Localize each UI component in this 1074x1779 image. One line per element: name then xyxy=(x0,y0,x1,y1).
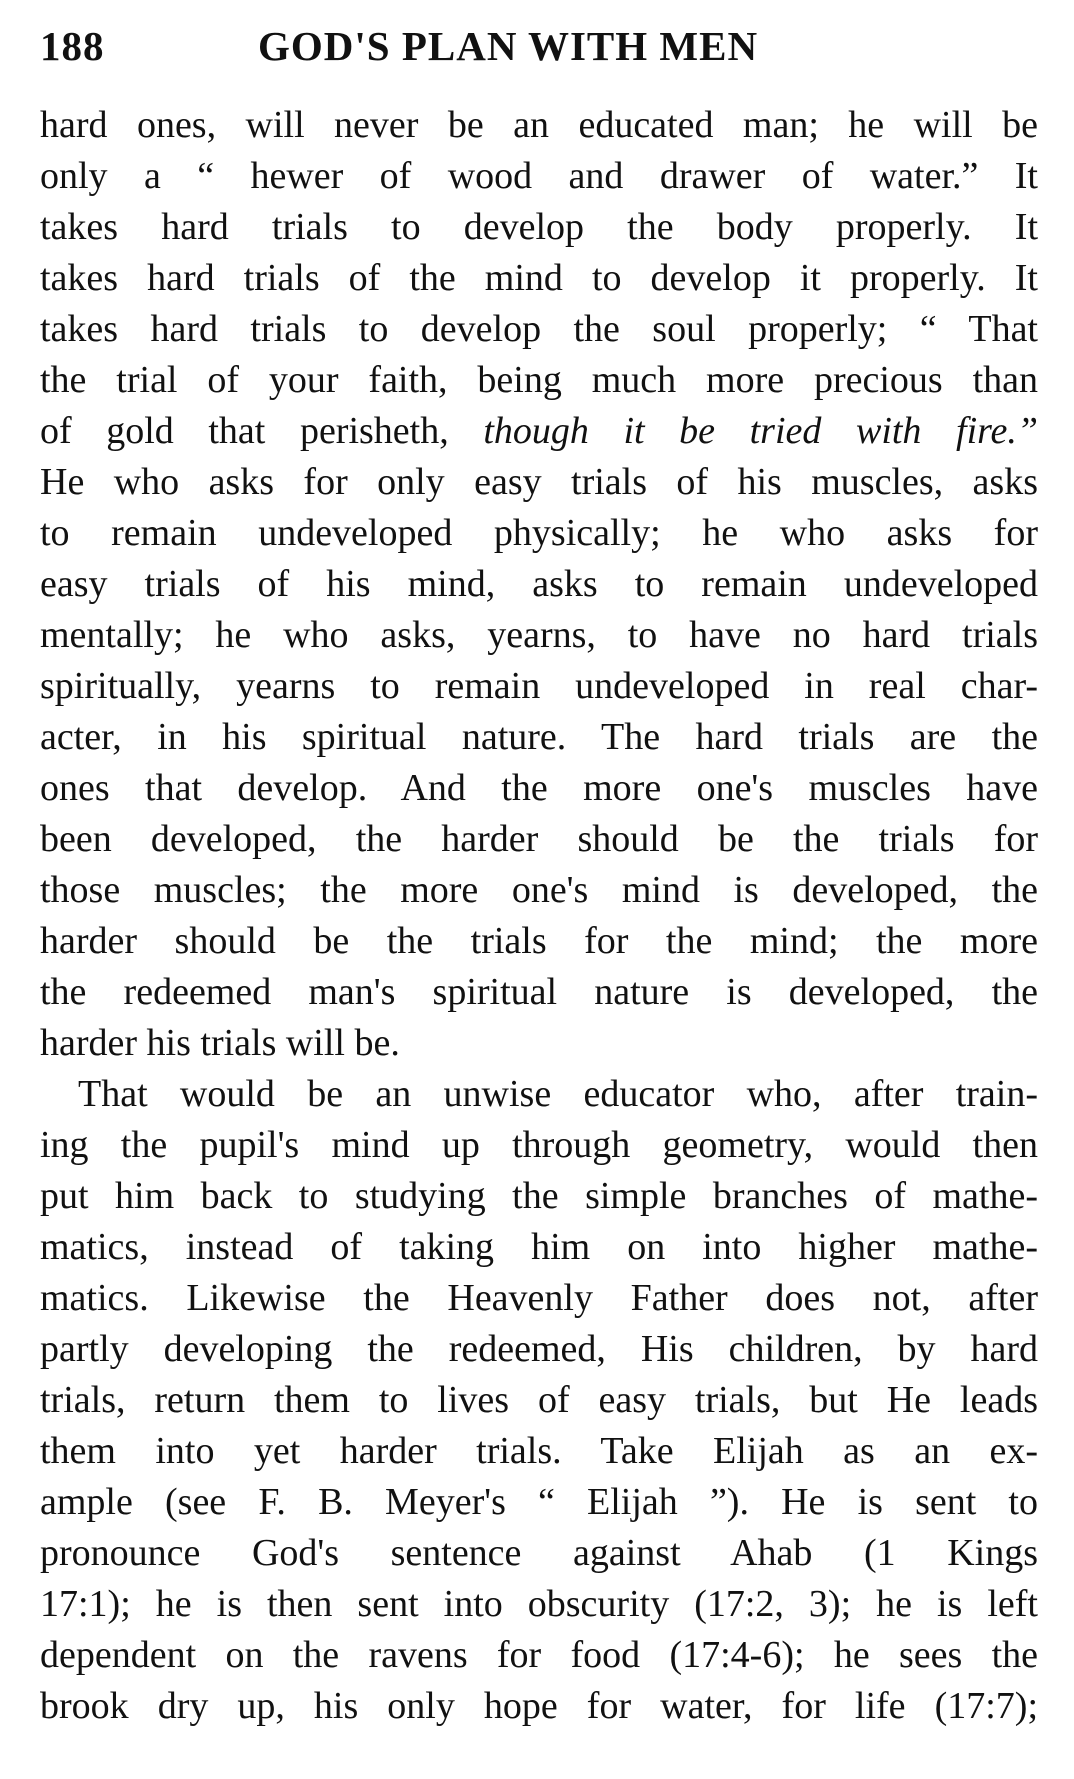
text-line: trials, return them to lives of easy trials, but He leads xyxy=(40,1379,1038,1421)
text-line: partly developing the redeemed, His children, by hard xyxy=(40,1328,1038,1370)
text-line: He who asks for only easy trials of his muscles, asks xyxy=(40,461,1038,503)
paragraph-1 xyxy=(40,100,1038,1069)
text-line: easy trials of his mind, asks to remain undeveloped xyxy=(40,563,1038,605)
text-line: pronounce God's sentence against Ahab (1 Kings xyxy=(40,1532,1038,1574)
book-page xyxy=(40,0,1038,1779)
text-line: put him back to studying the simple branches of mathe- xyxy=(40,1175,1038,1217)
text-line: mentally; he who asks, yearns, to have no hard trials xyxy=(40,614,1038,656)
text-line: harder should be the trials for the mind; the more xyxy=(40,920,1038,962)
text-line: those muscles; the more one's mind is developed, the xyxy=(40,869,1038,911)
italic-quotation: though it be tried with fire.” xyxy=(483,410,1038,452)
paragraph-2 xyxy=(40,1069,1038,1732)
text-line: ing the pupil's mind up through geometry, would then xyxy=(40,1124,1038,1166)
text-line-with-italic xyxy=(40,406,1038,457)
text-line: takes hard trials to develop the soul properly; “ That xyxy=(40,308,1038,350)
text-line: the redeemed man's spiritual nature is developed, the xyxy=(40,971,1038,1013)
text-line: brook dry up, his only hope for water, for life (17:7); xyxy=(40,1685,1038,1727)
text-line: been developed, the harder should be the trials for xyxy=(40,818,1038,860)
text-line: ample (see F. B. Meyer's “ Elijah ”). He is sent to xyxy=(40,1481,1038,1523)
body-text xyxy=(40,100,1038,1732)
text-line: spiritually, yearns to remain undeveloped in real char- xyxy=(40,665,1038,707)
page-number: 188 xyxy=(40,23,105,69)
text-line: takes hard trials of the mind to develop it properly. It xyxy=(40,257,1038,299)
text-line: ones that develop. And the more one's muscles have xyxy=(40,767,1038,809)
text-line: matics. Likewise the Heavenly Father does not, after xyxy=(40,1277,1038,1319)
text-segment: of gold that perisheth, xyxy=(40,410,449,452)
text-line: harder his trials will be. xyxy=(40,1022,400,1064)
text-line: 17:1); he is then sent into obscurity (17:2, 3); he is left xyxy=(40,1583,1038,1625)
page-header xyxy=(40,22,1038,72)
text-line: to remain undeveloped physically; he who asks for xyxy=(40,512,1038,554)
text-line: the trial of your faith, being much more precious than xyxy=(40,359,1038,401)
running-title: GOD'S PLAN WITH MEN xyxy=(258,23,759,69)
text-line: hard ones, will never be an educated man; he will be xyxy=(40,104,1038,146)
text-line: acter, in his spiritual nature. The hard trials are the xyxy=(40,716,1038,758)
text-line: only a “ hewer of wood and drawer of water.” It xyxy=(40,155,1038,197)
text-line: them into yet harder trials. Take Elijah as an ex- xyxy=(40,1430,1038,1472)
text-line: dependent on the ravens for food (17:4-6); he sees the xyxy=(40,1634,1038,1676)
text-line: matics, instead of taking him on into higher mathe- xyxy=(40,1226,1038,1268)
text-line: That would be an unwise educator who, after train- xyxy=(78,1073,1038,1115)
text-line: takes hard trials to develop the body properly. It xyxy=(40,206,1038,248)
